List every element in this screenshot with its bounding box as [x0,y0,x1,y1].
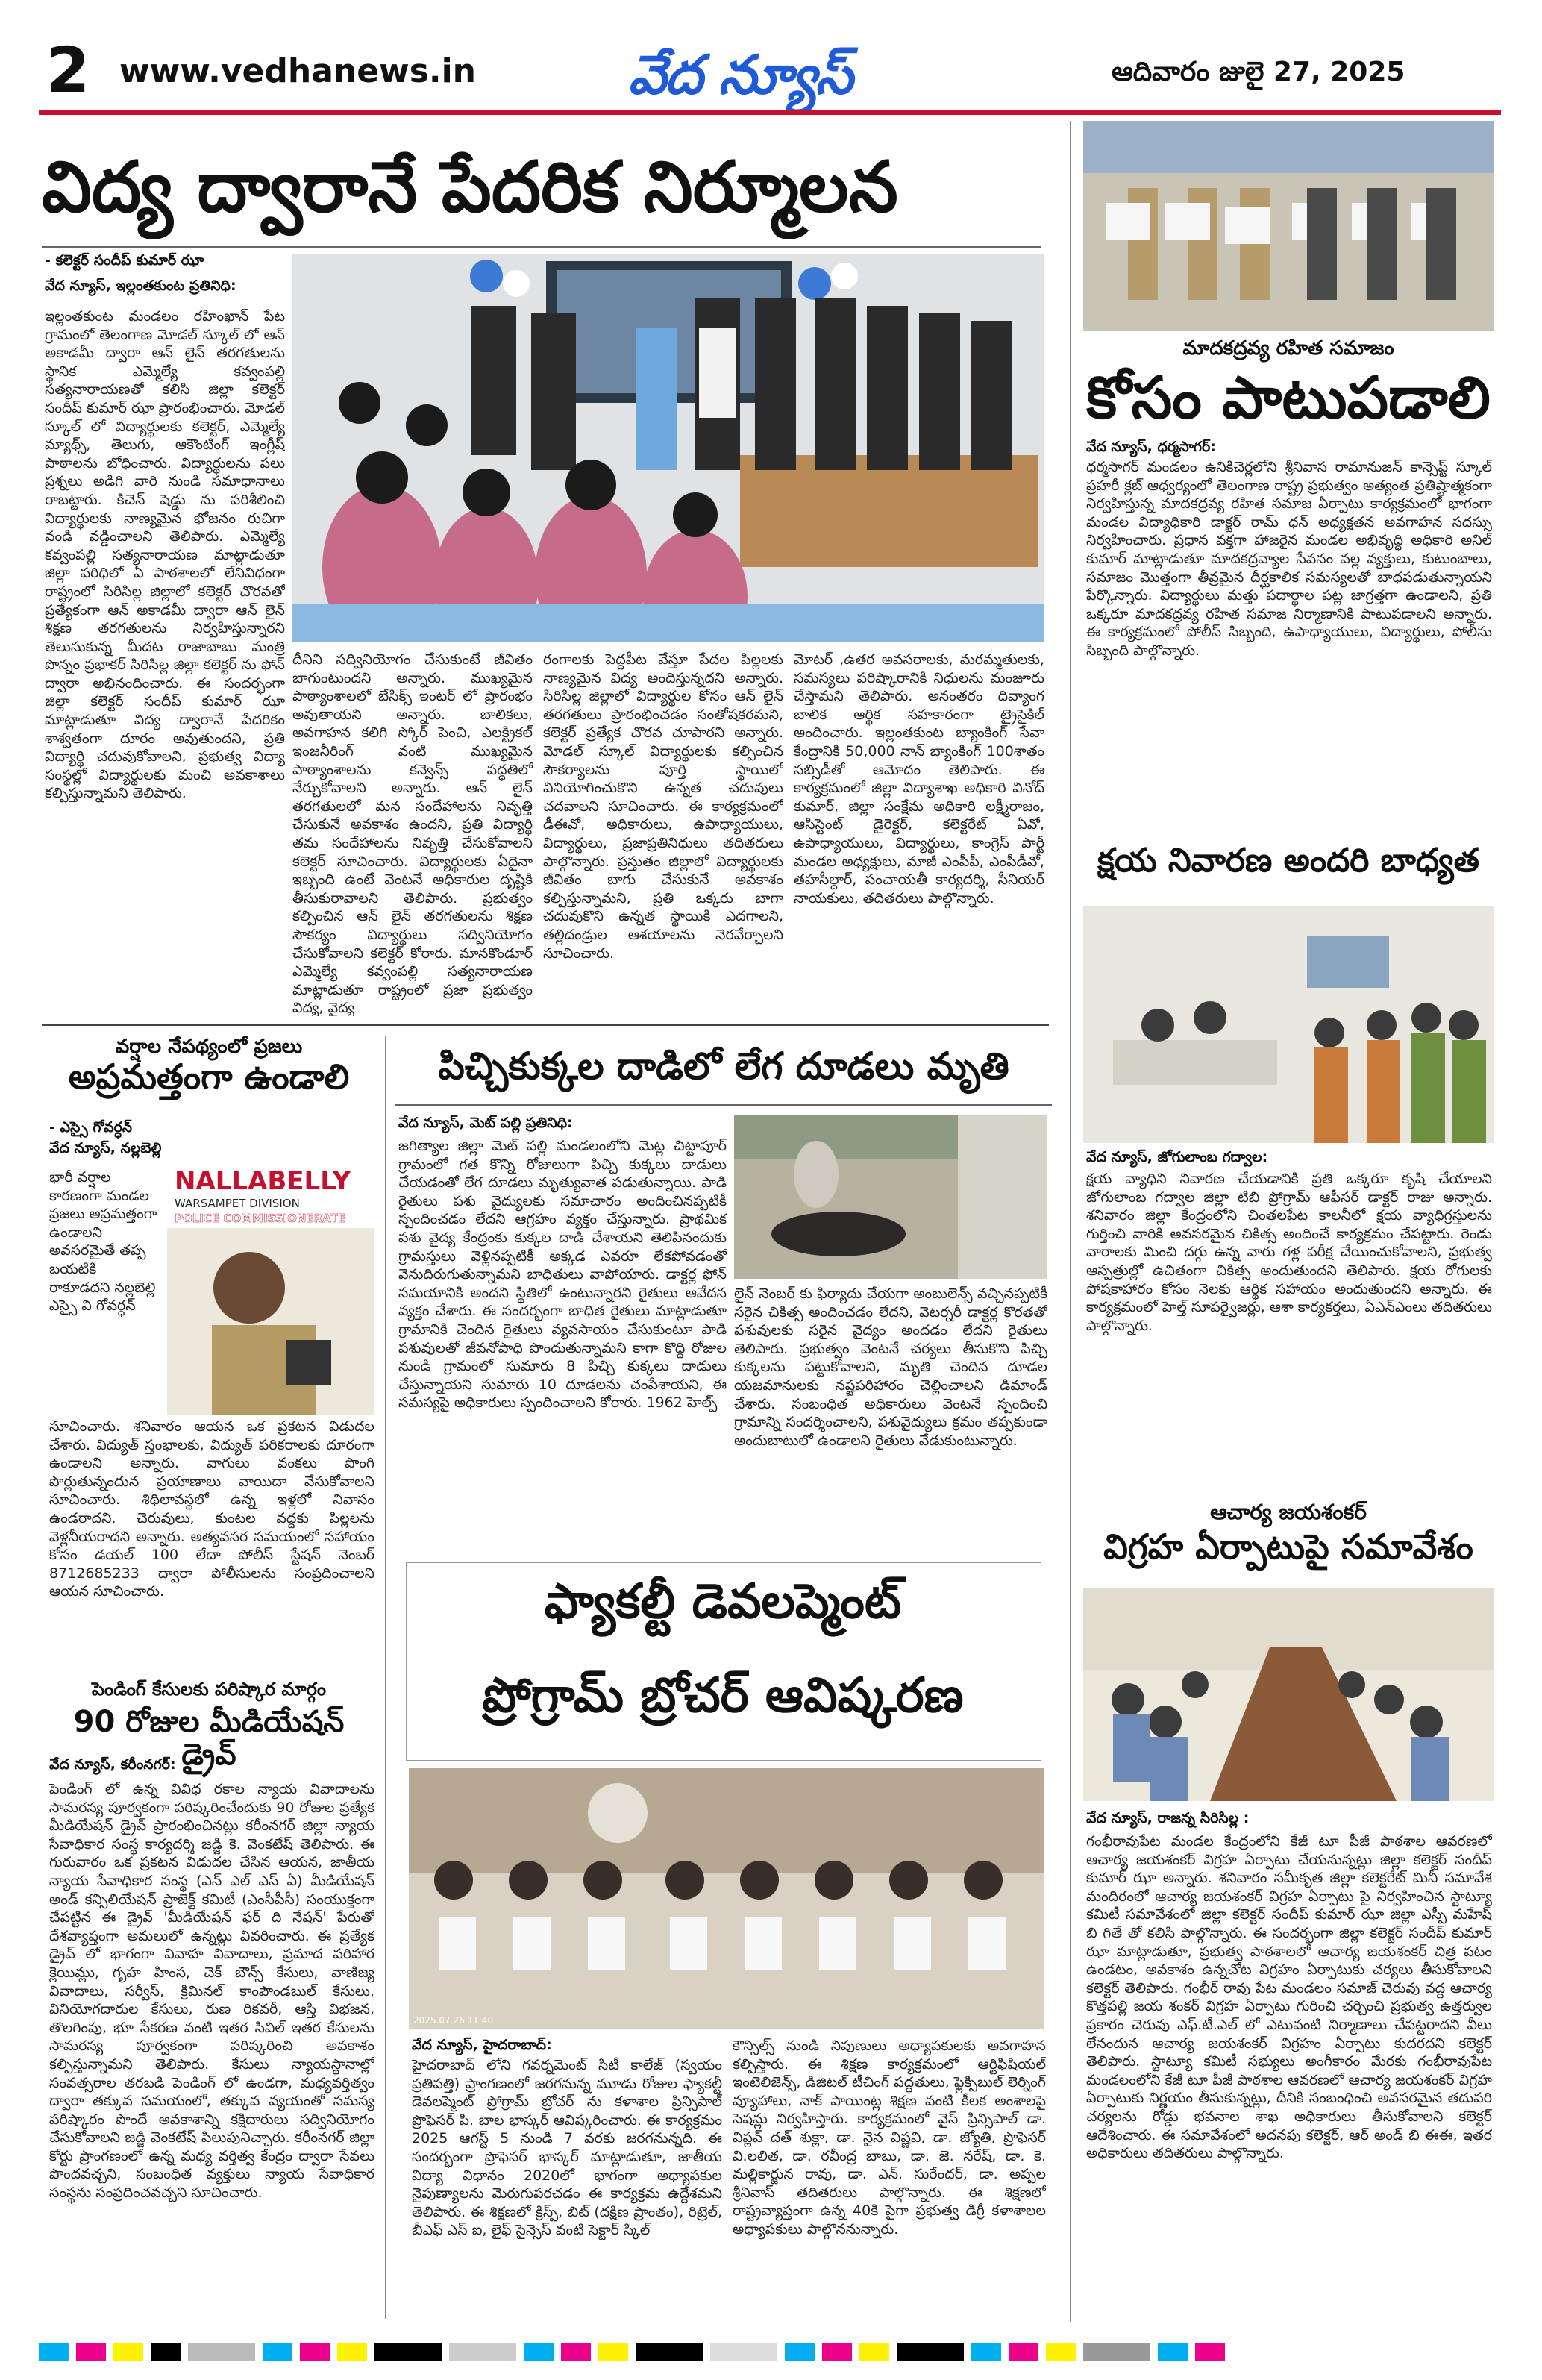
dogs-photo [734,1115,1047,1279]
drugs-photo [1083,121,1494,331]
tb-body: క్షయ వ్యాధిని నివారణ చేయడానికి ప్రతి ఒక్కరూ కృషి చేయాలని జోగులాంబ గద్వాల జిల్లా టిబి ప్రోగ్రామ్ ఆఫీసర్ డాక్టర్ రాజు అన్నారు. శనివారం జిల్లా కేంద్రంలోని చింతలపేట కాలనీలో క్షయ వ్యాధిగ్రస్తులను గుర్తించి వారికి అవసరమైన చికిత్స అందించే కార్యక్రమం చేపట్టారు. రెండు వారాలకు మించి దగ్గు ఉన్న వారు గళ్ల పరీక్ష చేయించుకోవాలని, ప్రభుత్వ ఆస్పత్రుల్లో ఉచితంగా చికిత్స అందుతుందని తెలిపారు. క్షయ రోగులకు పోషకాహారం కోసం నెలకు ఆర్థిక సహాయం అందుతుందని అన్నారు. ఈ కార్యక్రమంలో హెల్త్ సూపర్వైజర్లు, ఆశా కార్యకర్తలు, ఏఎన్ఎంలు తదితరులు పాల్గొన్నారు. [1086,1171,1492,1334]
faculty-col-1: హైదరాబాద్ లోని గవర్నమెంట్ సిటీ కాలేజ్ (స్వయం ప్రతిపత్తి) ప్రాంగణంలో జరగనున్న మూడు రోజుల ఫ్యాకల్టీ డెవలప్మెంట్ ప్రోగ్రామ్ బ్రోచర్ ను కళాశాల ప్రిన్సిపాల్ ప్రొఫెసర్ పి. బాల భాస్కర్ ఆవిష్కరించారు. ఈ కార్యక్రమం 2025 ఆగస్ట్ 5 నుండి 7 వరకు జరగనున్నది. ఈ సందర్భంగా ప్రొఫెసర్ భాస్కర్ మాట్లాడుతూ, జాతీయ విద్యా విధానం 2020లో భాగంగా అధ్యాపకుల నైపుణ్యాలను మెరుగుపరచడం ఈ కార్యక్రమ ఉద్దేశమని తెలిపారు. ఈ శిక్షణలో క్రిస్ప్, బిట్ (దక్షిణ ప్రాంతం), రిట్రెల్, బీఎఫ్ ఎస్ ఐ, లైఫ్ సైన్సెస్ వంటి సెక్టార్ స్కిల్ [412,2057,722,2239]
website-url[interactable]: www.vedhanews.in [119,52,477,90]
drugs-kicker: మాదకద్రవ్య రహిత సమాజం [1182,337,1394,360]
header-rule [39,110,1501,115]
drugs-dateline: వేద న్యూస్, ధర్మసాగర్: [1086,439,1216,455]
sign-text-1: NALLABELLY [175,1166,351,1196]
classroom-photo-icon [292,254,1044,642]
lead-author: - కలెక్టర్ సందీప్ కుమార్ ఝా [45,252,204,269]
issue-date: ఆదివారం జులై 27, 2025 [1112,57,1405,87]
lead-col-2: దీనిని సద్వినియోగం చేసుకుంటే జీవితం బాగుంటుందని అన్నారు. ముఖ్యమైన పాఠ్యాంశాలలో బేసిక్స్ ఇంటర్ లో ప్రారంభం అవుతాయని అన్నారు. బాలికలు, అవగాహన కలిగి స్కోర్ పెంచి, ఎలక్ట్రికల్ ఇంజనీరింగ్ వంటి ముఖ్యమైన పాఠ్యాంశాలను కన్వెన్స్ పద్ధతిలో నేర్చుకోవాలని అన్నారు. ఆన్ లైన్ తరగతులలో మన సందేహాలను నివృత్తి చేసుకునే అవకాశం ఉందని, ప్రతి విద్యార్థి తమ సందేహాలను నివృత్తి చేసుకోవాలని కలెక్టర్ సూచించారు. విద్యార్థులకు ఏదైనా ఇబ్బంది ఉంటే వెంటనే అధికారుల దృష్టికి తీసుకురావాలని తెలిపారు. ప్రభుత్వం కల్పించిన ఆన్ లైన్ తరగతులను శిక్షణ సౌకర్యం విద్యార్థులు సద్వినియోగం చేసుకోవాలని కలెక్టర్ కోరారు. మానకొండూర్ ఎమ్మెల్యే కవ్వంపల్లి సత్యనారాయణ మాట్లాడుతూ రాష్ట్రంలో ప్రజా ప్రభుత్వం విద్య, వైద్య [292,651,533,1016]
lead-col-3: రంగాలకు పెద్దపీట వేస్తూ పేదల పిల్లలకు నాణ్యమైన విద్య అందిస్తున్నదని అన్నారు. సిరిసిల్ల జిల్లాలో విద్యార్థుల కోసం ఆన్ లైన్ తరగతులు ప్రారంభించడం సంతోషకరమని, కలెక్టర్ ప్రత్యేక చొరవ చూపారని అన్నారు. మోడల్ స్కూల్ విద్యార్థులకు కల్పించిన సౌకర్యాలను పూర్తి స్థాయిలో వినియోగించుకొని ఉన్నత చదువులు చదవాలని సూచించారు. ఈ కార్యక్రమంలో డీఈవో, అధికారులు, ఉపాధ్యాయులు, విద్యార్థులు, ప్రజాప్రతినిధులు తదితరులు పాల్గొన్నారు. ప్రస్తుతం జిల్లాలో విద్యార్థులకు జీవితం బాగు చేసుకునే అవకాశం కల్పిస్తున్నామని, ప్రతి ఒక్కరు బాగా చదువుకొని ఉన్నత స్థాయికి ఎదగాలని, తల్లిదండ్రుల ఆశయాలను నెరవేర్చాలని సూచించారు. [543,651,783,962]
lead-col-4: మోటర్ ,ఉతర అవసరాలకు, మరమ్మతులకు, సమస్యలు పరిష్కారానికి నిధులను మంజూరు చేస్తామని తెలిపారు. అనంతరం దివ్యాంగ బాలిక ఆర్థిక సహకారంగా ట్రైసైకిల్ అందించారు. ఇల్లంతకుంట బ్యాంకింగ్ సేవా కేంద్రానికి 50,000 నాన్ బ్యాంకింగ్ 100శాతం సబ్సిడీతో ఆమోదం తెలిపారు. ఈ కార్యక్రమంలో జిల్లా విద్యాశాఖ అధికారి వినోద్ కుమార్, జిల్లా సంక్షేమ అధికారి లక్ష్మీరాజం, ఆసిస్టెంట్ డైరెక్టర్, కలెక్టరేట్ ఏవో, ఉపాధ్యాయులు, విద్యార్థులు, కాంగ్రెస్ పార్టీ మండల అధ్యక్షులు, మాజీ ఎంపీపీ, ఎంపీడీవో, తహసీల్దార్, పంచాయతీ కార్యదర్శి, సీనియర్ నాయకులు, తదితరులు పాల్గొన్నారు. [794,651,1044,906]
rains-kicker: వర్షాల నేపథ్యంలో ప్రజలు [115,1036,303,1058]
lead-rule [42,246,1041,248]
statue-kicker: ఆచార్య జయశంకర్ [1210,1500,1367,1524]
rains-headline: అప్రమత్తంగా ఉండాలి [68,1056,350,1097]
health-camp-photo-icon [1083,906,1494,1143]
sign-text-3: POLICE COMMISSIONERATE [175,1212,346,1225]
statue-dateline: వేద న్యూస్, రాజన్న సిరిసిల్ల : [1086,1810,1250,1826]
rains-author: - ఎస్సై గోవర్ధన్ [49,1119,133,1136]
dogs-col-2: లైన్ నెంబర్ కు ఫిర్యాదు చేయగా అంబులెన్స్ వచ్చినప్పటికీ సరైన చికిత్స అందించడం లేదని, వెటర్నరీ డాక్టర్ల కొరతతో పశువులకు సరైన వైద్యం అందడం లేదని రైతులు తెలిపారు. ప్రభుత్వం వెంటనే చర్యలు తీసుకొని పిచ్చి కుక్కలను పట్టుకోవాలని, మృతి చెందిన దూడల యజమానులకు నష్టపరిహారం చెల్లించాలని డిమాండ్ చేశారు. సంబంధిత అధికారులు వెంటనే స్పందించి గ్రామాన్ని సందర్శించాలని, పశువైద్యులు క్రమం తప్పకుండా అందుబాటులో ఉండాలని రైతులు వేడుకుంటున్నారు. [734,1285,1047,1449]
rains-photo [167,1161,374,1415]
section-rule [42,1024,1049,1026]
brochure-release-photo-icon [409,1768,1044,2029]
page-number: 2 [46,34,90,107]
tb-photo [1083,906,1494,1143]
rains-body-narrow: భారీ వర్షాల కారణంగా మండల ప్రజలు అప్రమత్తంగా ఉండాలని అవసరమైతే తప్ప బయటికి రాకూడదని నల్లబెల్లి ఎస్సై వి గోవర్ధన్ [49,1169,157,1315]
faculty-headline-1: ఫ్యాకల్టీ డెవలప్మెంట్ [544,1574,902,1629]
right-column-separator [1070,121,1071,2322]
lead-photo [292,254,1044,642]
tb-headline: క్షయ నివారణ అందరి బాధ్యత [1097,842,1479,880]
faculty-photo [409,1768,1044,2029]
statue-photo [1083,1588,1494,1801]
faculty-headline-2: ప్రోగ్రామ్ బ్రోచర్ ఆవిష్కరణ [482,1668,964,1723]
dogs-dateline: వేద న్యూస్, మెట్ పల్లి ప్రతినిధి: [398,1115,573,1131]
mediation-dateline: వేద న్యూస్, కరీంనగర్: [49,1756,176,1773]
dead-calf-photo-icon [734,1115,1047,1279]
dogs-rule [395,1104,1052,1106]
tb-dateline: వేద న్యూస్, జోగులాంబ గద్వాల: [1086,1149,1268,1165]
lead-headline: విద్య ద్వారానే పేదరిక నిర్మూలన [42,147,898,228]
dogs-col-1: జగిత్యాల జిల్లా మెట్ పల్లి మండలంలోని మెట్ల చిట్టాపూర్ గ్రామంలో గత కొన్ని రోజులుగా పిచ్చి కుక్కలు దాడులు చేయడంతో లేగ దూడలు మృత్యువాత పడుతున్నాయి. పాడి రైతులు పశు వైద్యులకు సమాచారం అందించినప్పటికీ స్పందించడం లేదని ఆగ్రహం వ్యక్తం చేస్తున్నారు. ప్రాథమిక పశు వైద్య కేంద్రంకు కుక్కల దాడి చేశాయని తెలిపినందుకు గ్రామస్తులు వెళ్లినప్పటికీ అక్కడ ఎవరూ లేకపోవడంతో వెనుదిరుగుతున్నామని బాధితులు వాపోయారు. డాక్టర్ల ఫోన్ సమయానికి అందని స్థితిలో ఉంటున్నారని రైతులు ఆవేదన వ్యక్తం చేశారు. ఈ సందర్భంగా బాధిత రైతులు మాట్లాడుతూ గ్రామానికి చెందిన రైతులు వ్యవసాయం చేసుకుంటూ పాడి పశువులతో జీవనోపాధి పొందుతున్నామని కాగా కొద్ది రోజుల నుండి గ్రామంలో సుమారు 8 పిచ్చి కుక్కలు దాడులు చేస్తున్నాయని సుమారు 10 దూడలను చంపేశాయని, ఈ సమస్యపై అధికారులు స్పందించాలని కోరారు. 1962 హెల్ప్ [398,1138,727,1412]
drugs-headline: కోసం పాటుపడాలి [1086,365,1491,432]
mediation-body: పెండింగ్ లో ఉన్న వివిధ రకాల న్యాయ వివాదాలను సామరస్య పూర్వకంగా పరిష్కరించేందుకు 90 రోజుల ప్రత్యేక మీడియేషన్ డ్రైవ్ ప్రారంభించినట్లు కరీంనగర్ జిల్లా న్యాయ సేవాధికార సంస్థ కార్యదర్శి జడ్జి కె. వెంకటేష్ తెలిపారు. ఈ గురువారం ఒక ప్రకటన విడుదల చేసిన ఆయన, జాతీయ న్యాయ సేవాధికార సంస్థ (ఎన్ ఎల్ ఎస్ ఏ) మీడియేషన్ అండ్ కన్సిలియేషన్ ప్రాజెక్ట్ కమిటీ (ఎంసీపీసీ) సంయుక్తంగా చేపట్టిన ఈ డ్రైవ్ 'మీడియేషన్ ఫర్ ది నేషన్' పేరుతో దేశవ్యాప్తంగా అమలులో ఉన్నట్లు వివరించారు. ఈ ప్రత్యేక డ్రైవ్ లో భాగంగా వివాహ వివాదాలు, ప్రమాద పరిహార క్లెయిమ్లు, గృహ హింస, చెక్ బౌన్స్ కేసులు, వాణిజ్య వివాదాలు, సర్వీస్, క్రిమినల్ కాంపౌండబుల్ కేసులు, వినియోగదారుల కేసులు, రుణ రికవరీ, ఆస్తి విభజన, తొలగింపు, భూ సేకరణ వంటి ఇతర సివిల్ ఇతర కేసులను సామరస్య పూర్వకంగా పరిష్కరించి అవకాశం కల్పిస్తున్నామని తెలిపారు. కేసులు న్యాయస్థానాల్లో సంవత్సరాల తరబడి పెండింగ్ లో ఉండగా, మధ్యవర్తిత్వం ద్వారా తక్కువ సమయంలో, తక్కువ వ్యయంతో సమస్య పరిష్కారం పొందే అవకాశాన్ని కక్షిదారులు సద్వినియోగం చేసుకోవాలని జడ్జి వెంకటేష్ పిలుపునిచ్చారు. కరీంనగర్ జిల్లా కోర్టు ప్రాంగణంలో ఉన్న మధ్య వర్తిత్వ కేంద్రం ద్వారా సేవలు పొందవచ్చని, సంబంధిత వ్యక్తులు న్యాయ సేవాధికార సంస్థను సంప్రదించవచ్చని సూచించారు. [49,1781,374,2202]
statue-body: గంభీరావుపేట మండల కేంద్రంలోని కేజీ టూ పీజీ పాఠశాల ఆవరణలో ఆచార్య జయశంకర్ విగ్రహ ఏర్పాటు చేయనున్నట్లు జిల్లా కలెక్టర్ సందీప్ కుమార్ ఝా అన్నారు. శనివారం సమీకృత జిల్లా కలెక్టరేట్ మినీ సమావేశ మందిరంలో ఆచార్య జయశంకర్ విగ్రహ ఏర్పాటు పై నిర్వహించిన స్టాట్యూ కమిటీ సమావేశంలో జిల్లా కలెక్టర్ సందీప్ కుమార్ ఝా జిల్లా ఎస్పీ మహేష్ బి గితే తో కలిసి పాల్గొన్నారు. ఈ సందర్భంగా జిల్లా కలెక్టర్ సందీప్ కుమార్ ఝా మాట్లాడుతూ, ప్రభుత్వ పాఠశాలలో ఆచార్య జయశంకర్ చిత్ర పటం ఉండటం, అవకాశం ఉన్నచోట విగ్రహం ఏర్పాటుకు చర్యలు తీసుకోవాలని కలెక్టర్ తెలిపారు. గంభీర్ రావు పేట మండలం సమాజ్ చెరువు వద్ద ఆచార్య కొత్తపల్లి జయ శంకర్ విగ్రహ ఏర్పాటు గురించి చర్చించి ప్రభుత్వ ఉత్తర్వుల ప్రకారం చెరువు ఎఫ్.టీ.ఎల్ లో ఎటువంటి నిర్మాణాలు చేపట్టరాదని వీలు లేనందున ఆచార్య జయశంకర్ విగ్రహం ఏర్పాటు కుదరదని కలెక్టర్ తెలిపారు. స్టాట్యూ కమిటీ సభ్యులు అంగీకారం మేరకు గంభీరావుపేట మండలంలోని కేజీ టూ పీజీ పాఠశాల ఆవరణలో ఆచార్య జయశంకర్ విగ్రహ ఏర్పాటుకు నిర్ణయం తీసుకున్నట్లు, దీనికి సంబంధించి అవసరమైన తదుపరి చర్యలను రోడ్డు భవనాల శాఖ అధికారులు తీసుకోవాలని కలెక్టర్ ఆదేశించారు. ఈ సమావేశంలో అదనపు కలెక్టర్, ఆర్ అండ్ బి ఈఈ, ఇతర అధికారులు తదితరులు పాల్గొన్నారు. [1086,1833,1492,2162]
lead-col-1: ఇల్లంతకుంట మండలం రహింఖాన్ పేట గ్రామంలో తెలంగాణ మోడల్ స్కూల్ లో ఆన్ అకాడమీ ద్వారా ఆన్ లైన్ తరగతులను స్థానిక ఎమ్మెల్యే కవ్వంపల్లి సత్యనారాయణతో కలిసి జిల్లా కలెక్టర్ సందీప్ కుమార్ ఝా ప్రారంభించారు. మోడల్ స్కూల్ లో విద్యార్థులకు కలెక్టర్, ఎమ్మెల్యే మ్యాథ్స్, తెలుగు, ఆకౌంటింగ్ ఇంగ్లీష్ పాఠాలను బోధించారు. విద్యార్థులను పలు ప్రశ్నలు అడిగి వారి నుండి సమాధానాలు రాబట్టారు. కిచెన్ షెడ్డు ను పరిశీలించి విద్యార్థులకు నాణ్యమైన భోజనం రుచిగా వండి వడ్డించాలని తెలిపారు. ఎమ్మెల్యే కవ్వంపల్లి సత్యనారాయణ మాట్లాడుతూ జిల్లా పరిధిలో ఏ పాఠశాలలో లేనివిధంగా రాష్ట్రంలో సిరిసిల్ల జిల్లాలో కలెక్టర్ చొరవతో ప్రత్యేకంగా ఆన్ అకాడమీ ద్వారా ఆన్ లైన్ శిక్షణ తరగతులను నిర్వహిస్తున్నారని తెలుసుకున్న మీదట రాజాబాబు మంత్రి పొన్నం ప్రభాకర్ సిరిసిల్ల జిల్లా కలెక్టర్ ను ఫోన్ ద్వారా అభినందించారు. ఈ సందర్భంగా జిల్లా కలెక్టర్ సందీప్ కుమార్ ఝా మాట్లాడుతూ విద్య ద్వారానే పేదరికం శాశ్వతంగా దూరం అవుతుందని, ప్రతి విద్యార్థి చదువుకోవాలని, ప్రభుత్వ విద్యా సంస్థల్లో విద్యార్థులకు మంచి అవకాశాలు కల్పిస్తున్నామని తెలిపారు. [45,308,285,802]
meeting-hall-photo-icon [1083,1588,1494,1801]
column-separator [385,1036,386,2319]
mediation-headline: 90 రోజుల మీడియేషన్ డ్రైవ్ [73,1705,345,1772]
statue-headline: విగ్రహ ఏర్పాటుపై సమావేశం [1103,1526,1473,1567]
faculty-col-2: కౌన్సిల్స్ నుండి నిపుణులు అధ్యాపకులకు అవగాహన కల్పిస్తారు. ఈ శిక్షణ కార్యక్రమంలో ఆర్టిఫిషియల్ ఇంటెలిజెన్స్, డిజిటల్ టీచింగ్ పద్ధతులు, ఫ్లెక్సిబుల్ లెర్నింగ్ వ్యూహాలు, నాక్ పాయింట్ల శిక్షణ వంటి కీలక అంశాలపై సెషన్లు నిర్వహిస్తారు. కార్యక్రమంలో వైస్ ప్రిన్సిపాల్ డా. విప్లవ్ దత్ శుక్లా, డా. నైన విష్ణవి, డా. జ్యోతి, ప్రొఫెసర్ వి.లలిత, డా. రవీంద్ర బాబు, డా. జె. నరేష్, డా. కె. మల్లికార్జున రావు, డా. ఎన్. సురేందర్, డా. అప్పల శ్రీనివాస్ తదితరులు పాల్గొన్నారు. ఈ శిక్షణలో రాష్ట్రవ్యాప్తంగా ఉన్న 40కి పైగా ప్రభుత్వ డిగ్రీ కళాశాలల అధ్యాపకులు పాల్గొననున్నారు. [733,2038,1046,2237]
sign-text-2: WARSAMPET DIVISION [175,1197,300,1210]
rains-dateline: వేద న్యూస్, నల్లబెల్లి [49,1140,162,1156]
color-registration-strip [39,2343,1501,2361]
police-group-photo-icon [1083,121,1494,331]
rains-body: సూచించారు. శనివారం ఆయన ఒక ప్రకటన విడుదల చేశారు. విద్యుత్ స్తంభాలకు, విద్యుత్ పరికరాలకు దూరంగా ఉండాలని అన్నారు. వాగులు వంకలు పొంగి పొర్లుతున్నందున ప్రయాణాలు వాయిదా వేసుకోవాలని సూచించారు. శిథిలావస్థలో ఉన్న ఇళ్లలో నివాసం ఉండరాదని, చెరువులు, కుంటల వద్దకు పిల్లలను వెళ్లనీయరాదని అన్నారు. అత్యవసర సమయంలో సహాయం కోసం డయల్ 100 లేదా పోలీస్ స్టేషన్ నెంబర్ 8712685233 ద్వారా పోలీసులను సంప్రదించాలని ఆయన సూచించారు. [49,1418,374,1600]
masthead-logo: వేద న్యూస్ [628,43,852,106]
mediation-kicker: పెండింగ్ కేసులకు పరిష్కార మార్గం [91,1679,326,1700]
dogs-headline: పిచ్చికుక్కల దాడిలో లేగ దూడలు మృతి [438,1045,1009,1088]
police-officer-photo-icon [167,1161,374,1415]
photo-timestamp: 2025.07.26 11:40 [413,2015,494,2026]
drugs-body: ధర్మసాగర్ మండలం ఉనికిచెర్లలోని శ్రీనివాస రామానుజన్ కాన్సెప్ట్ స్కూల్ ప్రహరీ క్లబ్ ఆధ్వర్యంలో తెలంగాణ రాష్ట్ర ప్రభుత్వం అత్యంత ప్రతిష్టాత్మకంగా నిర్వహిస్తున్న మాదకద్రవ్య రహిత సమాజ ఏర్పాటు కార్యక్రమంలో భాగంగా మండల విద్యాధికారి డాక్టర్ రామ్ ధన్ అధ్యక్షతన అవగాహన సదస్సు నిర్వహించారు. ప్రధాన వక్తగా హాజరైన మండల అభివృద్ధి అధికారి అనిల్ కుమార్ మాట్లాడుతూ మాదకద్రవ్యాల సేవనం వల్ల వ్యక్తులు, కుటుంబాలు, సమాజం మొత్తంగా తీవ్రమైన దీర్ఘకాలిక సమస్యలతో బాధపడుతున్నాయని పేర్కొన్నారు. విద్యార్థులు మత్తు పదార్థాల పట్ల జాగ్రత్తగా ఉండాలని, ప్రతి ఒక్కరూ మాదకద్రవ్య రహిత సమాజ నిర్మాణానికి పాటుపడాలని అన్నారు. ఈ కార్యక్రమంలో పోలీస్ సిబ్బంది, ఉపాధ్యాయులు, విద్యార్థులు, పోలీసు సిబ్బంది పాల్గొన్నారు. [1086,459,1492,659]
lead-dateline: వేద న్యూస్, ఇల్లంతకుంట ప్రతినిధి: [45,278,236,294]
faculty-dateline: వేద న్యూస్, హైదరాబాద్: [412,2037,552,2053]
